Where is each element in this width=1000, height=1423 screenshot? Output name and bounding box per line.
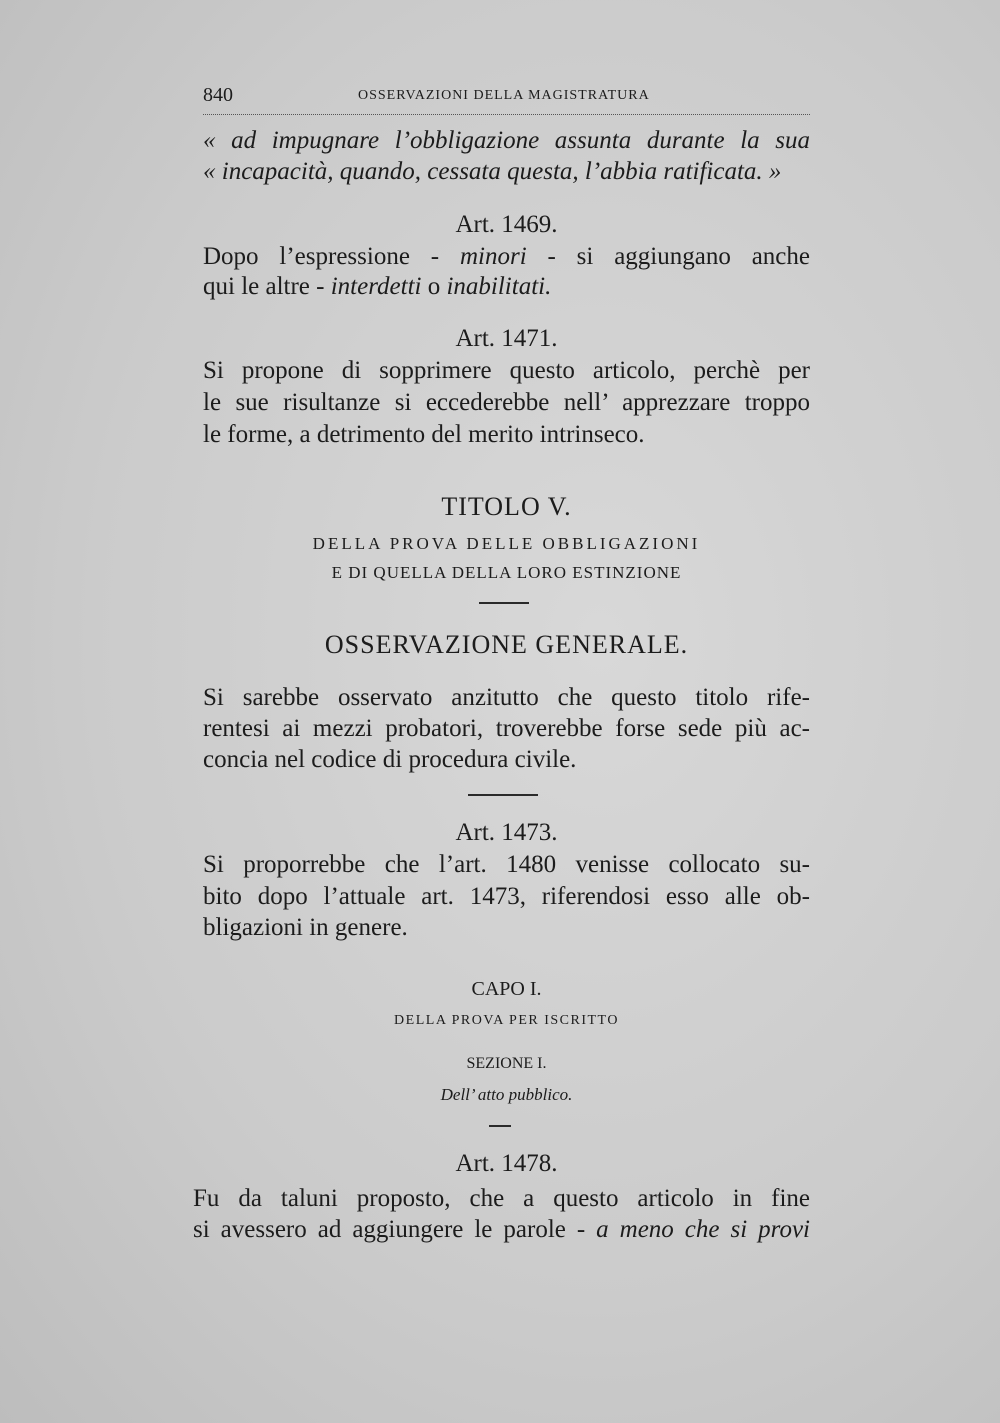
art-1469-line-1	[203, 242, 810, 272]
art-1473-line-2: bito dopo l’attuale art. 1473, riferendosi esso alle ob-	[203, 883, 810, 910]
art-1469-line-2	[203, 272, 810, 302]
art-1478-line-1: Fu da taluni proposto, che a questo articolo in fine	[193, 1185, 810, 1212]
art-1469-text: Dopo l’espressione -	[203, 243, 460, 270]
osservazione-line-2: rentesi ai mezzi probatori, troverebbe forse sede più ac-	[203, 715, 810, 742]
art-1478-heading: Art. 1478.	[455, 1150, 558, 1177]
art-1471-line-3: le forme, a detrimento del merito intrinseco.	[203, 421, 645, 448]
osservazione-heading: OSSERVAZIONE GENERALE.	[324, 630, 689, 659]
art-1473-line-1: Si proporrebbe che l’art. 1480 venisse collocato su-	[203, 851, 810, 878]
art-1469-term: minori	[459, 243, 527, 270]
capo-heading: CAPO I.	[471, 978, 542, 1000]
art-1469-heading: Art. 1469.	[455, 211, 558, 238]
art-1469-term: interdetti	[330, 273, 422, 300]
art-1478-text: si avessero ad aggiungere le parole -	[193, 1216, 597, 1243]
divider-rule	[479, 602, 529, 604]
capo-subtitle: DELLA PROVA PER ISCRITTO	[394, 1013, 619, 1028]
art-1478-quote: a meno che si provi	[596, 1216, 810, 1243]
art-1471-line-2: le sue risultanze si eccederebbe nell’ apprezzare troppo	[203, 389, 810, 416]
divider-rule	[468, 794, 538, 796]
art-1471-line-1: Si propone di sopprimere questo articolo, perchè per	[203, 357, 810, 384]
osservazione-line-3: concia nel codice di procedura civile.	[203, 746, 577, 773]
running-title: OSSERVAZIONI DELLA MAGISTRATURA	[358, 88, 650, 103]
art-1471-heading: Art. 1471.	[455, 325, 558, 352]
quote-line-1: « ad impugnare l’obbligazione assunta durante la sua	[203, 127, 810, 154]
art-1469-text: - si aggiungano anche	[526, 243, 810, 270]
art-1473-line-3: bligazioni in genere.	[203, 914, 408, 941]
art-1469-term: inabilitati.	[446, 273, 552, 300]
page-number: 840	[203, 84, 233, 106]
art-1469-text: qui le altre -	[203, 273, 331, 300]
sezione-title: Dell’ atto pubblico.	[440, 1085, 573, 1104]
quote-line-2: « incapacità, quando, cessata questa, l’abbia ratificata. »	[203, 158, 782, 185]
art-1478-line-2	[193, 1215, 810, 1245]
titolo-subtitle-1: DELLA PROVA DELLE OBBLIGAZIONI	[312, 534, 701, 553]
osservazione-line-1: Si sarebbe osservato anzitutto che questo titolo rife-	[203, 684, 810, 711]
art-1473-heading: Art. 1473.	[455, 819, 558, 846]
page-header	[203, 84, 810, 115]
sezione-heading: SEZIONE I.	[466, 1055, 547, 1072]
titolo-subtitle-2: E DI QUELLA DELLA LORO ESTINZIONE	[331, 563, 682, 582]
titolo-heading: TITOLO V.	[441, 492, 572, 521]
art-1469-text: o	[421, 273, 447, 300]
divider-rule	[489, 1125, 511, 1127]
